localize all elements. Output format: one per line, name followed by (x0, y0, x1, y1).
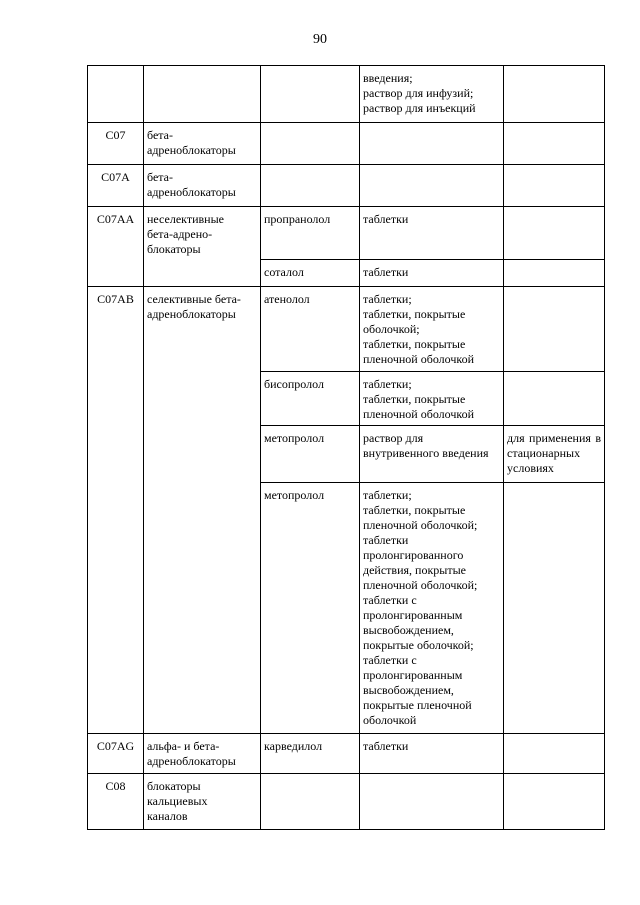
atc-code-cell: C08 (88, 774, 144, 830)
note-cell (504, 66, 605, 123)
group-name-cell: бета- адреноблокаторы (144, 165, 261, 207)
dosage-form-cell (360, 123, 504, 165)
table-row (88, 734, 605, 774)
drug-name-cell: пропранолол (261, 207, 360, 260)
dosage-form-cell (360, 774, 504, 830)
drug-name-cell: метопролол (261, 426, 360, 483)
drug-name-cell (261, 123, 360, 165)
atc-code-cell (88, 66, 144, 123)
atc-code-cell: C07A (88, 165, 144, 207)
note-cell (504, 372, 605, 426)
group-name-cell: неселективные бета-адрено- блокаторы (144, 207, 261, 287)
note-cell (504, 165, 605, 207)
note-cell: для применения в стационарных условиях (504, 426, 605, 483)
atc-code-cell: C07AA (88, 207, 144, 287)
atc-code-cell: C07AG (88, 734, 144, 774)
page-number: 90 (313, 32, 327, 47)
atc-code-cell: C07 (88, 123, 144, 165)
table-row (88, 165, 605, 207)
dosage-form-cell: таблетки (360, 734, 504, 774)
drug-name-cell: атенолол (261, 287, 360, 372)
dosage-form-cell: таблетки; таблетки, покрытые пленочной оболочкой; таблетки пролонгированного действия, покрытые пленочной оболочкой; таблетки с пролонгированным высвобождением, покрытые оболочкой; таблетки с пролонгированным высвобождением, покрытые пленочной оболочкой (360, 483, 504, 734)
note-cell (504, 207, 605, 260)
dosage-form-cell: таблетки; таблетки, покрытые пленочной оболочкой (360, 372, 504, 426)
group-name-cell (144, 66, 261, 123)
table-row (88, 207, 605, 260)
drug-name-cell (261, 165, 360, 207)
dosage-form-cell: таблетки; таблетки, покрытые оболочкой; таблетки, покрытые пленочной оболочкой (360, 287, 504, 372)
note-cell (504, 734, 605, 774)
group-name-cell: альфа- и бета- адреноблокаторы (144, 734, 261, 774)
dosage-form-cell: введения; раствор для инфузий; раствор для инъекций (360, 66, 504, 123)
dosage-form-cell: таблетки (360, 260, 504, 287)
table-row (88, 66, 605, 123)
atc-code-cell: C07AB (88, 287, 144, 734)
note-cell (504, 774, 605, 830)
drug-name-cell: карведилол (261, 734, 360, 774)
drug-name-cell (261, 774, 360, 830)
group-name-cell: блокаторы кальциевых каналов (144, 774, 261, 830)
group-name-cell: селективные бета- адреноблокаторы (144, 287, 261, 734)
dosage-form-cell: раствор для внутривенного введения (360, 426, 504, 483)
dosage-form-cell (360, 165, 504, 207)
table-row (88, 287, 605, 372)
drug-name-cell (261, 66, 360, 123)
note-cell (504, 260, 605, 287)
table-row (88, 123, 605, 165)
table-row (88, 774, 605, 830)
drug-name-cell: соталол (261, 260, 360, 287)
group-name-cell: бета- адреноблокаторы (144, 123, 261, 165)
drug-name-cell: метопролол (261, 483, 360, 734)
drug-classification-table (87, 65, 605, 830)
note-cell (504, 287, 605, 372)
dosage-form-cell: таблетки (360, 207, 504, 260)
note-cell (504, 483, 605, 734)
note-cell (504, 123, 605, 165)
drug-name-cell: бисопролол (261, 372, 360, 426)
